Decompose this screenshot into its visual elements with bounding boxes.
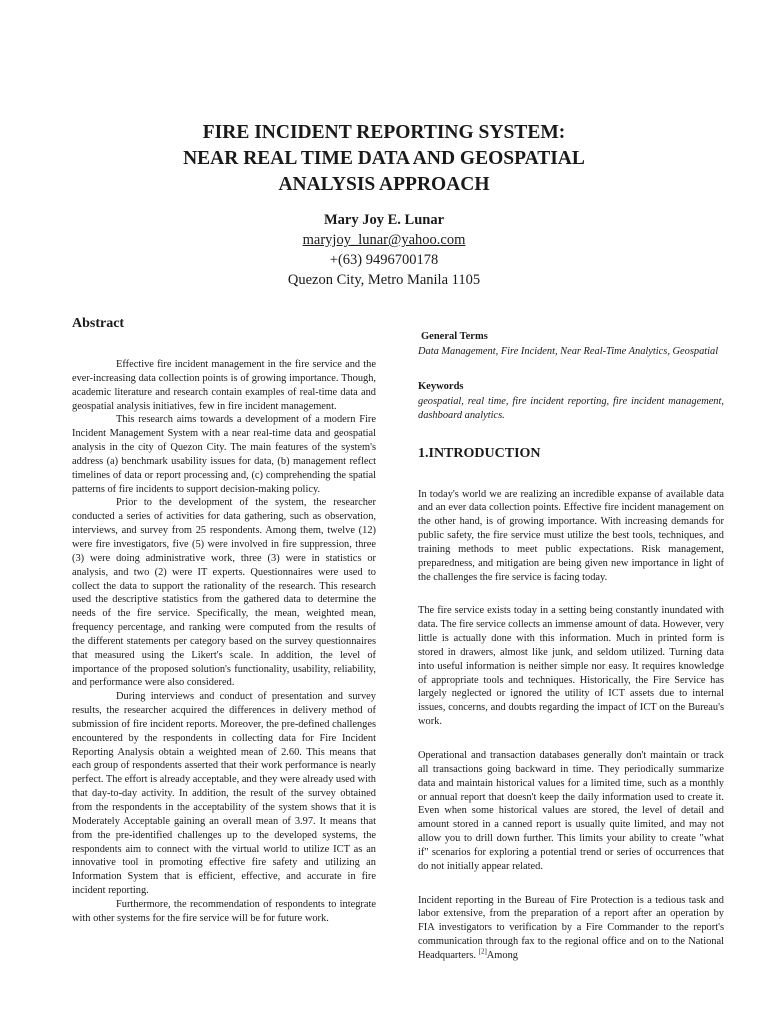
left-column [72,314,376,926]
abstract-paragraph-1: Effective fire incident management in the fire service and the ever-increasing data collection points is of growing importance. Though, academic literature and research contain examples of real-time data and geospatial analysis initiatives, few in fire incident management. [72,359,376,412]
keywords-text: geospatial, real time, fire incident reporting, fire incident management, dashboard analytics. [418,395,724,421]
general-terms-heading: General Terms [421,331,488,342]
abstract-paragraph-4: During interviews and conduct of presentation and survey results, the researcher acquired the differences in delivery method of submission of fire incident reports. Moreover, the pre-defined challenges encountered by the respondents in collecting data for Fire Incident Reporting Analysis obtain a weighted mean of 2.60. This means that each group of respondents asserted that their work performance is nearly perfect. The effort is already acceptable, and they were already used with that day-to-day activity. In addition, the result of the survey obtained from the respondents in the acceptability of the system shows that it is Moderately Acceptable gaining an overall mean of 3.97. It means that from the pre-identified challenges up to the developed systems, the respondents aim to connect with the virtual world to utilize ICT as an innovative tool in promoting effective fire safety and utilizing an Information System that is efficient, effective, and accurate in fire incident reporting. [72,691,376,897]
intro-paragraph-2: The fire service exists today in a setting being constantly inundated with data. The fire service collects an immense amount of data. However, very little is actually done with this information. Much in printed form is stored in drawers, almost like junk, and seldom utilized. Turning data into useful information is neither simple nor easy. It requires knowledge of appropriate tools and techniques. Historically, the Fire Service has largely neglected or ignored the utility of ICT assets due to internal issues, concerns, and doubts regarding the impact of ICT on the Bureau's work. [418,605,724,728]
title-line-2: NEAR REAL TIME DATA AND GEOSPATIAL [183,148,585,169]
introduction-heading: 1.INTRODUCTION [418,445,541,461]
author-name: Mary Joy E. Lunar [323,212,445,228]
intro-paragraph-4-tail: Among [486,949,518,961]
intro-paragraph-3: Operational and transaction databases generally don't maintain or track all transactions going backward in time. They periodically summarize data and maintain historical values for a limited time, such as a monthly or annual report that doesn't keep the daily information used to create it. Even when some historical values are stored, the level of detail and amount stored in a canned report is usually quite limited, and may not allow you to drill down further. This limits your ability to create "what if" scenarios for exploring a potential trend or series of occurrences that do not initially appear related. [418,750,724,872]
general-terms-text: Data Management, Fire Incident, Near Real-Time Analytics, Geospatial [418,346,719,357]
intro-paragraph-1: In today's world we are realizing an incredible expanse of available data and an ever data collection points. Effective fire incident management on the other hand, is of growing importance. With increasing demands for public safety, the fire service must utilize the best tools, techniques, and training methods to meet public expectations. Risk management, preparedness, and mitigation are being given new importance in light of the challenges the fire service is facing today. [418,488,724,583]
title-line-3: ANALYSIS APPROACH [278,174,490,195]
right-column [418,330,724,963]
paper-title [0,120,768,198]
author-email-link[interactable]: maryjoy_lunar@yahoo.com [302,232,466,248]
abstract-heading: Abstract [72,316,125,331]
author-address: Quezon City, Metro Manila 1105 [287,272,481,288]
intro-paragraph-4-text: Incident reporting in the Bureau of Fire Protection is a tedious task and labor extensive, from the preparation of a report after an operation by FIA investigators to verification by a Fire Commander to the report's communication through fax to the regional office and on to the National Headquarters. [418,894,724,961]
author-phone: +(63) 9496700178 [329,252,439,268]
abstract-paragraph-3: Prior to the development of the system, the researcher conducted a series of activities for data gathering, such as observation, interviews, and survey from 25 respondents. Among them, twelve (12) were fire investigators, five (5) were involved in fire suppression, three (3) were doing administrative work, three (3) were in statistics or analysis, and two (2) were IT experts. Questionnaires were used to collect the data to support the rationality of the research. This research used the descriptive statistics from the gathered data to determine the needs of the fire service. Specifically, the mean, weighted mean, frequency percentage, and ranking were computed from the results of the different statements per category based on the survey questionnaires that measured using the Likert's scale. In addition, the level of importance of the proposed solution's functionality, usability, reliability, and performance were also considered. [72,497,376,689]
citation-ref[interactable]: [2] [478,947,487,956]
title-line-1: FIRE INCIDENT REPORTING SYSTEM: [202,122,566,143]
author-block [0,210,768,290]
abstract-paragraph-2: This research aims towards a development of a modern Fire Incident Management System with a near real-time data and geospatial analysis in the city of Quezon City. The main features of the system's address (a) benchmark usability issues for data, (b) management reflect timelines of data or report processing and, (c) comprehending the spatial patterns of fire incidents to support decision-making policy. [72,414,376,495]
keywords-heading: Keywords [418,380,464,392]
abstract-paragraph-5: Furthermore, the recommendation of respondents to integrate with other systems for the fire service will be for future work. [72,898,376,924]
intro-paragraph-4 [418,894,724,963]
